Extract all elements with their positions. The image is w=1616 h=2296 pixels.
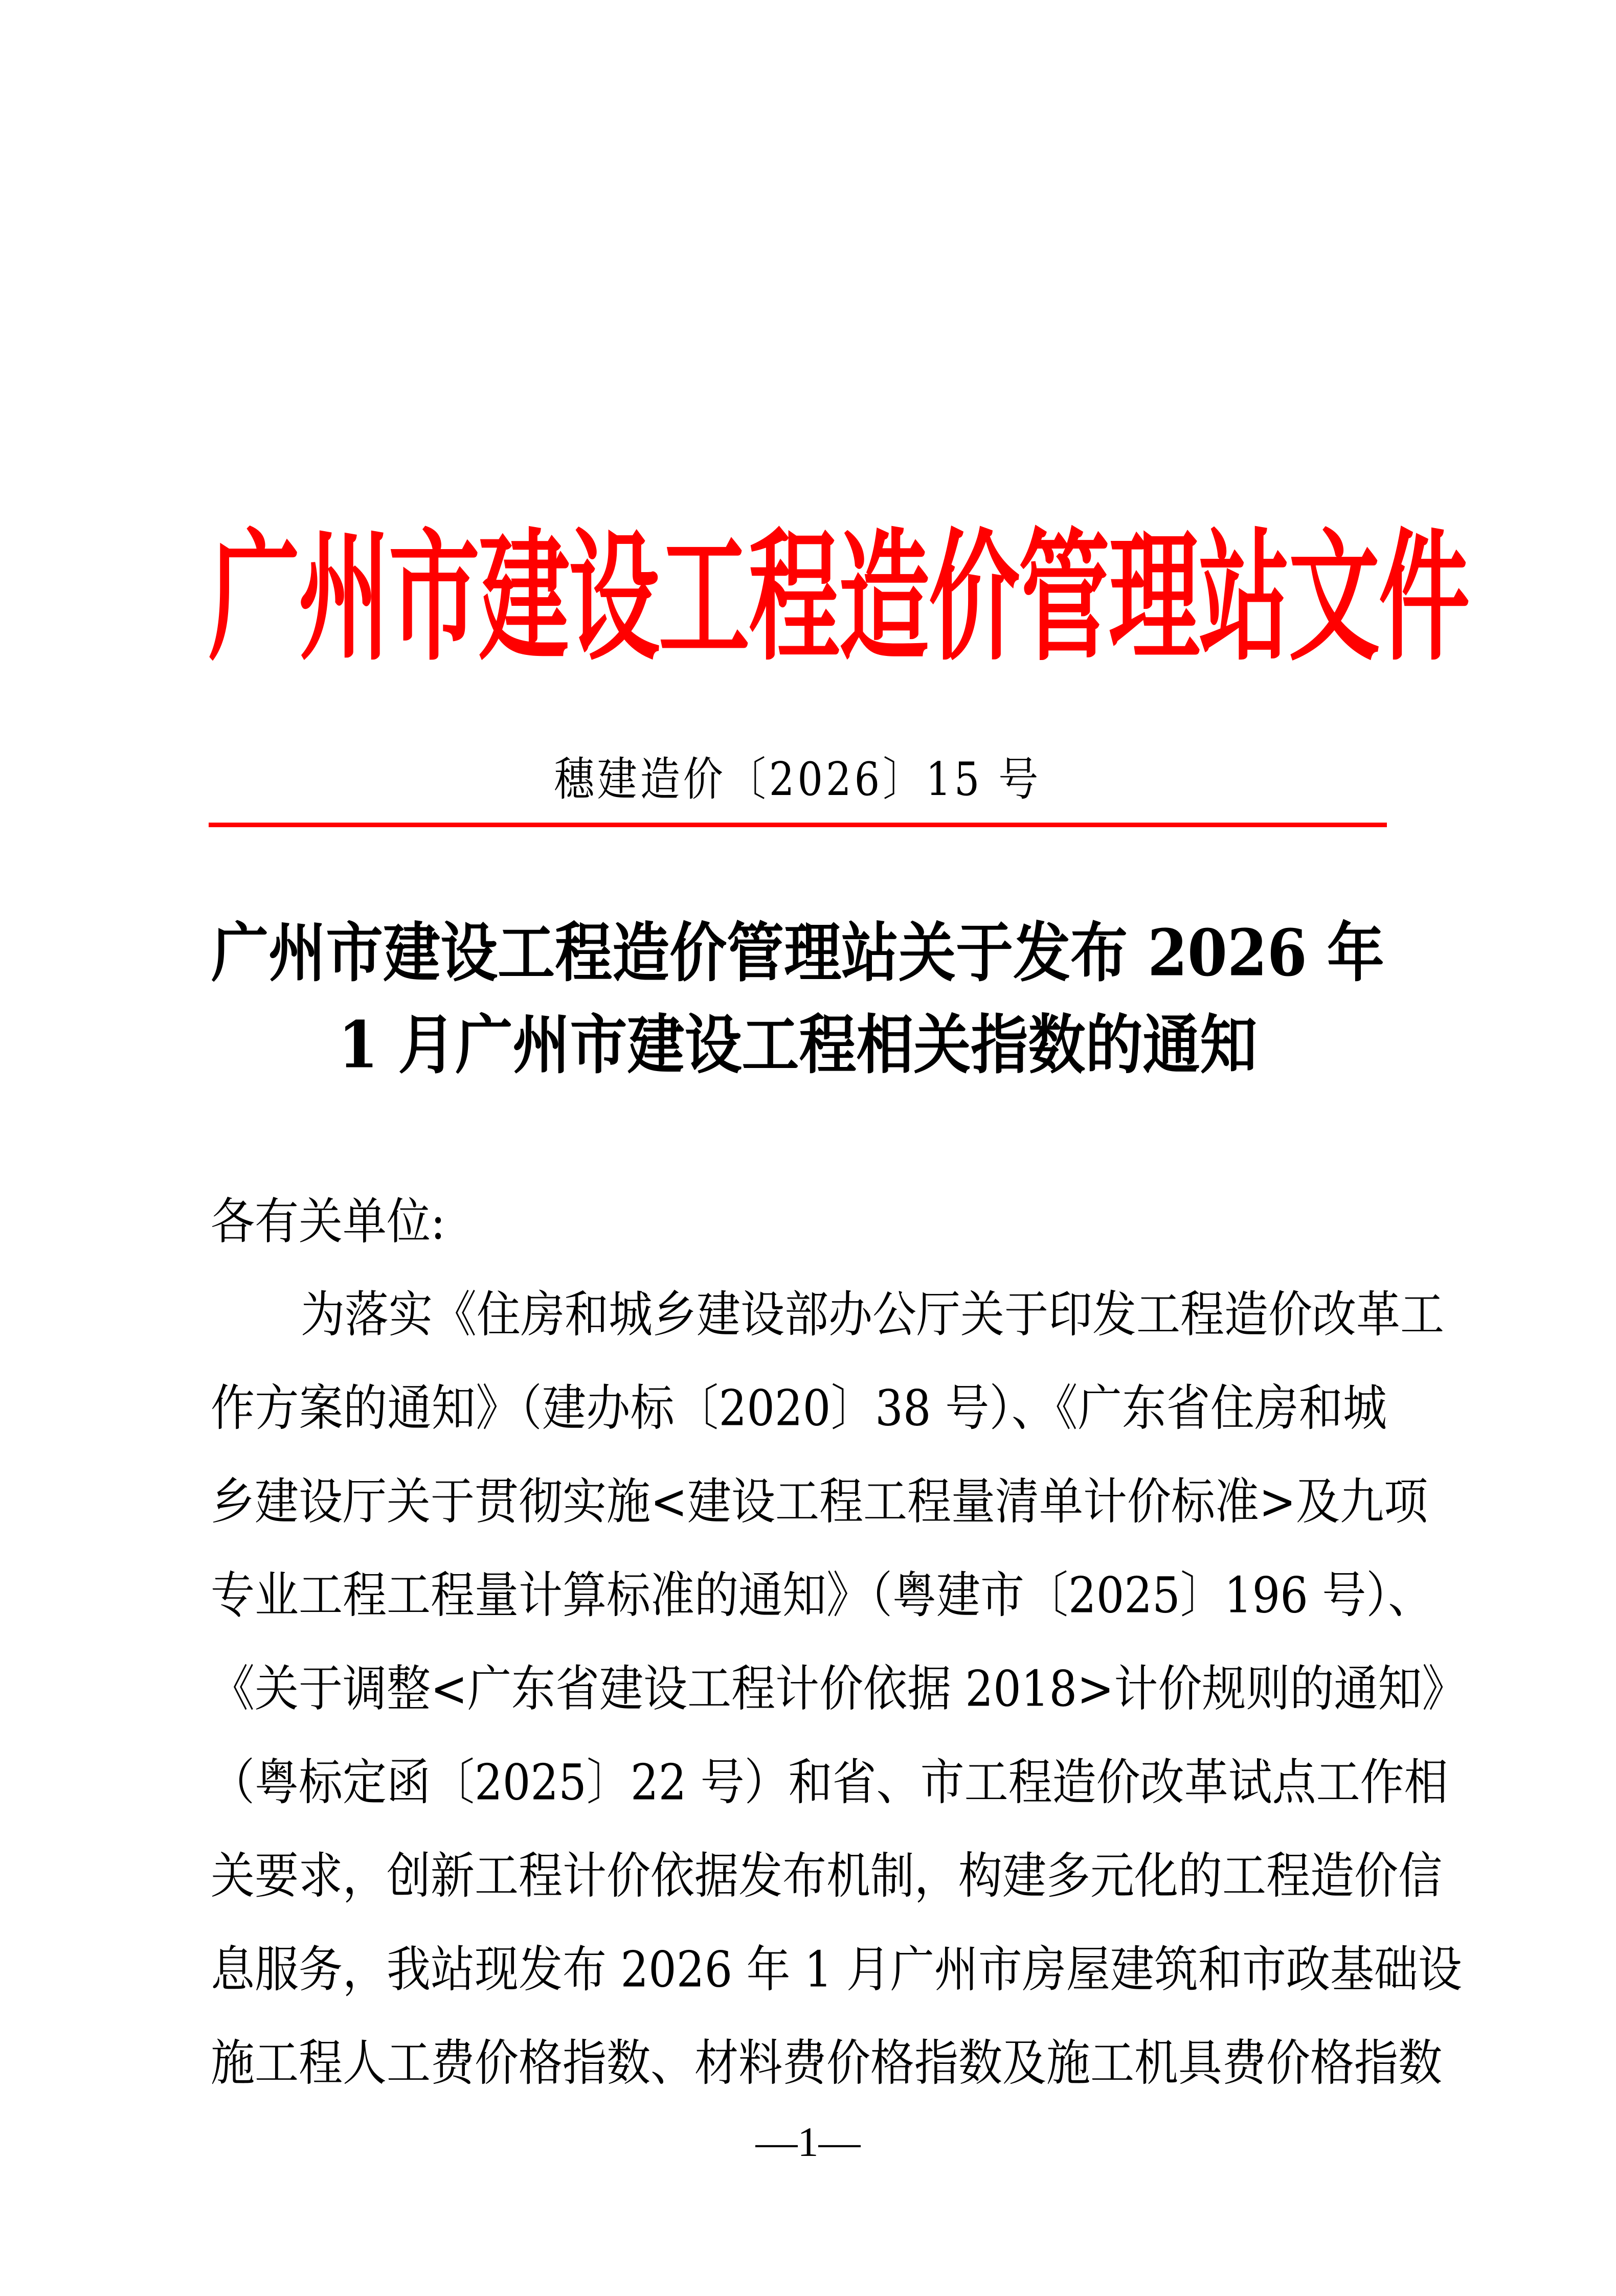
- document-title-line-1: 广州市建设工程造价管理站关于发布 2026 年: [211, 916, 1384, 991]
- document-title-line-2: 1 月广州市建设工程相关指数的通知: [338, 1008, 1258, 1083]
- body-line: 关要求，创新工程计价依据发布机制，构建多元化的工程造价信: [211, 1848, 1442, 1905]
- body-line: 乡建设厅关于贯彻实施<建设工程工程量清单计价标准>及九项: [211, 1473, 1428, 1531]
- issuer-header: 广州市建设工程造价管理站文件: [209, 515, 1469, 680]
- salutation: 各有关单位:: [211, 1193, 445, 1251]
- body-line: 施工程人工费价格指数、材料费价格指数及施工机具费价格指数: [211, 2035, 1442, 2092]
- body-line: （粤标定函〔2025〕22 号）和省、市工程造价改革试点工作相: [211, 1754, 1448, 1811]
- document-number: 穗建造价〔2026〕15 号: [554, 753, 1042, 806]
- body-line: 为落实《住房和城乡建设部办公厅关于印发工程造价改革工: [301, 1286, 1444, 1344]
- body-line: 专业工程工程量计算标准的通知》（粤建市〔2025〕196 号）、: [211, 1567, 1432, 1624]
- body-line: 作方案的通知》（建办标〔2020〕38 号）、《广东省住房和城: [211, 1380, 1387, 1437]
- red-divider-rule: [209, 823, 1387, 827]
- body-line: 《关于调整<广东省建设工程计价依据 2018>计价规则的通知》: [211, 1661, 1466, 1718]
- body-line: 息服务，我站现发布 2026 年 1 月广州市房屋建筑和市政基础设: [211, 1941, 1462, 1998]
- page-number: —1—: [755, 2119, 861, 2165]
